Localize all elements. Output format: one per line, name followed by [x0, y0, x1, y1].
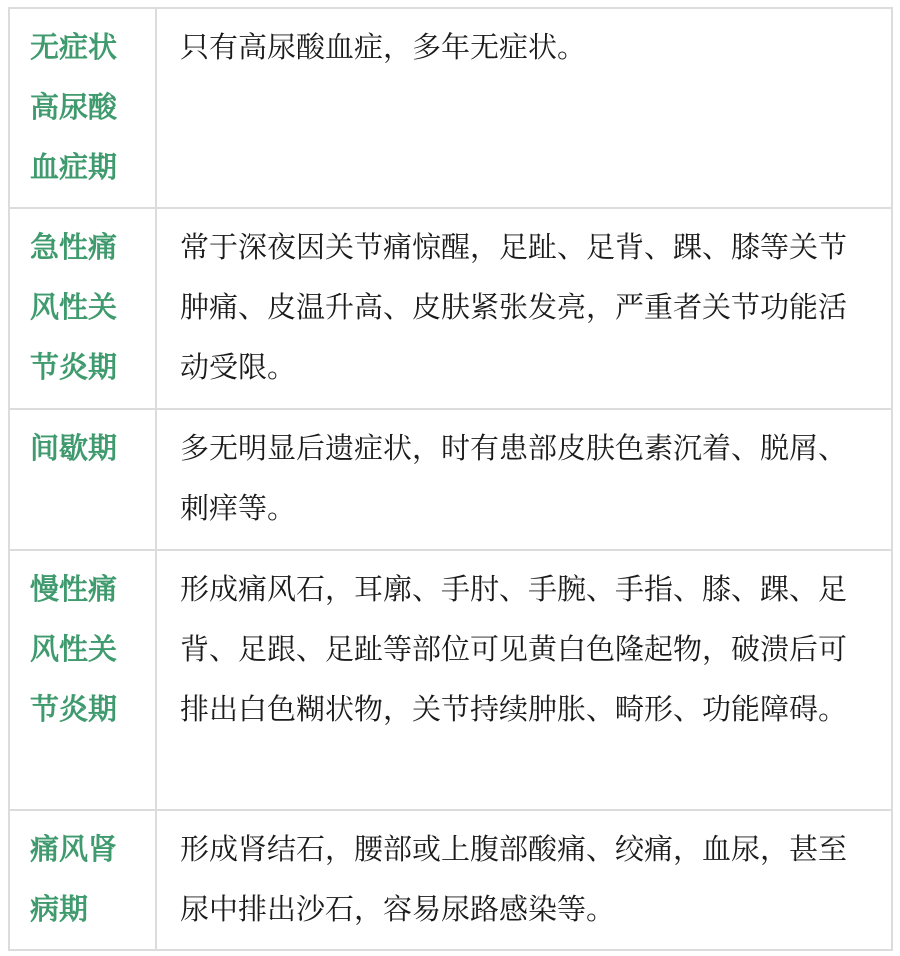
- stage-name: 痛风肾病期: [30, 832, 118, 926]
- stage-name-cell: [9, 810, 156, 950]
- stage-name-cell: [9, 208, 156, 409]
- table-row: [9, 550, 892, 810]
- table-row: [9, 810, 892, 950]
- stage-description: 形成痛风石，耳廓、手肘、手腕、手指、膝、踝、足背、足跟、足趾等部位可见黄白色隆起物，破溃后可排出白色糊状物，关节持续肿胀、畸形、功能障碍。: [180, 572, 848, 726]
- stage-description-cell: [156, 409, 892, 550]
- gout-stages-table: [8, 7, 893, 951]
- table-row: [9, 8, 892, 208]
- stage-name-cell: [9, 8, 156, 208]
- stage-name: 慢性痛风性关节炎期: [30, 572, 118, 726]
- stage-description: 只有高尿酸血症，多年无症状。: [180, 30, 587, 64]
- stage-name: 急性痛风性关节炎期: [30, 230, 118, 384]
- stage-name: 无症状高尿酸血症期: [30, 30, 118, 184]
- stage-description: 形成肾结石，腰部或上腹部酸痛、绞痛，血尿，甚至尿中排出沙石，容易尿路感染等。: [180, 832, 848, 926]
- stage-description-cell: [156, 8, 892, 208]
- stage-description-cell: [156, 810, 892, 950]
- stage-name: 间歇期: [30, 431, 118, 465]
- stage-name-cell: [9, 550, 156, 810]
- stage-description: 多无明显后遗症状，时有患部皮肤色素沉着、脱屑、刺痒等。: [180, 431, 848, 525]
- stage-description: 常于深夜因关节痛惊醒，足趾、足背、踝、膝等关节肿痛、皮温升高、皮肤紧张发亮，严重者关节功能活动受限。: [180, 230, 848, 384]
- stage-name-cell: [9, 409, 156, 550]
- table-row: [9, 208, 892, 409]
- table-row: [9, 409, 892, 550]
- stage-description-cell: [156, 550, 892, 810]
- stage-description-cell: [156, 208, 892, 409]
